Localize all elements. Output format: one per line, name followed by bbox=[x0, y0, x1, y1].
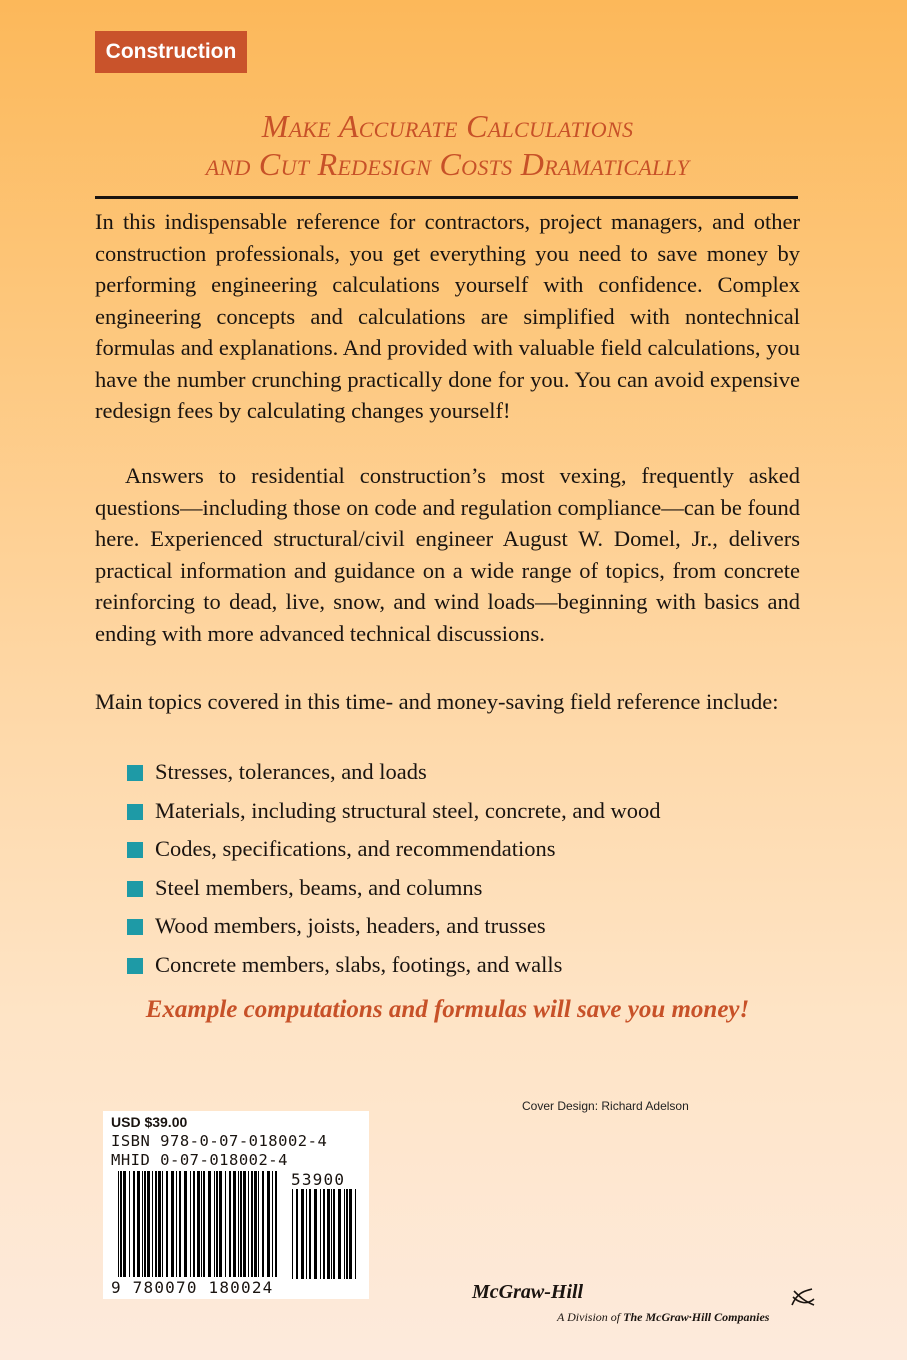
barcode-bar bbox=[219, 1171, 222, 1277]
barcode-bar bbox=[243, 1171, 246, 1277]
headline-line-1: Make Accurate Calculations bbox=[261, 108, 634, 144]
topic-text: Wood members, joists, headers, and trusses bbox=[155, 913, 546, 938]
barcode-bar bbox=[144, 1171, 146, 1277]
barcode-bar bbox=[292, 1189, 293, 1279]
barcode-bar bbox=[262, 1171, 264, 1277]
publisher-name: McGraw-Hill bbox=[472, 1281, 584, 1303]
barcode-bar bbox=[233, 1171, 236, 1277]
topic-text: Materials, including structural steel, concrete, and wood bbox=[155, 797, 661, 823]
barcode-bar bbox=[201, 1171, 202, 1277]
bullet-square-icon bbox=[127, 804, 143, 820]
barcode-bar bbox=[344, 1189, 345, 1279]
barcode-bar bbox=[123, 1171, 126, 1277]
barcode-bar bbox=[267, 1171, 270, 1277]
topic-text: Codes, specifications, and recommendations bbox=[155, 836, 556, 861]
parent-company: The McGraw·Hill Companies bbox=[623, 1310, 770, 1324]
barcode-bar bbox=[240, 1171, 242, 1277]
barcode-bar bbox=[171, 1171, 174, 1277]
bullet-square-icon bbox=[127, 919, 143, 935]
topics-intro: Main topics covered in this time- and money-saving field reference include: bbox=[95, 689, 779, 714]
barcode-bar bbox=[155, 1171, 157, 1277]
publisher-logo-icon bbox=[790, 1287, 816, 1309]
addon-barcode bbox=[292, 1189, 358, 1281]
barcode-bar bbox=[158, 1171, 161, 1277]
barcode-bar bbox=[323, 1189, 325, 1279]
barcode-bar bbox=[346, 1189, 348, 1279]
topic-text: Stresses, tolerances, and loads bbox=[155, 759, 427, 784]
barcode-bar bbox=[203, 1171, 205, 1277]
intro-paragraph: In this indispensable reference for contractors, project managers, and other construction professionals, you get everything you need to save money by performing engineering calculations yourself with confidence. Complex engineering concepts and calculations are simplified with nontechnical formulas and explanations. And provided with valuable field calculations, you have the number crunching practically done for you. You can avoid expensive redesign fees by calculating changes yourself! bbox=[95, 209, 800, 423]
barcode-bar bbox=[248, 1171, 249, 1277]
barcode-bar bbox=[190, 1171, 191, 1277]
barcode-bar bbox=[229, 1171, 231, 1277]
bullet-square-icon bbox=[127, 881, 143, 897]
barcode-bar bbox=[254, 1171, 257, 1277]
barcode-panel bbox=[103, 1111, 369, 1299]
addon-number: 53900 bbox=[291, 1170, 346, 1189]
barcode-bar bbox=[333, 1189, 335, 1279]
barcode-bar bbox=[327, 1189, 330, 1279]
list-item bbox=[127, 758, 807, 797]
barcode-bar bbox=[331, 1189, 332, 1279]
topic-text: Concrete members, slabs, footings, and walls bbox=[155, 951, 563, 977]
barcode-number: 9 780070 180024 bbox=[111, 1278, 274, 1297]
barcode-bar bbox=[306, 1189, 307, 1279]
barcode-bar bbox=[272, 1171, 273, 1277]
barcode-bar bbox=[133, 1171, 135, 1277]
list-item bbox=[127, 951, 807, 990]
topics-list bbox=[127, 758, 807, 989]
barcode-bar bbox=[338, 1189, 341, 1279]
tagline: Example computations and formulas will save you money! bbox=[145, 996, 750, 1023]
barcode-bar bbox=[349, 1189, 352, 1279]
barcode-bar bbox=[214, 1171, 215, 1277]
barcode-bar bbox=[147, 1171, 150, 1277]
headline-rule bbox=[95, 196, 798, 199]
barcode-bar bbox=[320, 1189, 321, 1279]
barcode-bar bbox=[184, 1171, 187, 1277]
barcode-bar bbox=[142, 1171, 143, 1277]
barcode-bar bbox=[197, 1171, 200, 1277]
barcode-bar bbox=[216, 1171, 218, 1277]
list-item bbox=[127, 797, 807, 836]
barcode-bar bbox=[225, 1171, 226, 1277]
barcode-bar bbox=[162, 1171, 163, 1277]
barcode-bar bbox=[251, 1171, 253, 1277]
barcode-bar bbox=[152, 1171, 153, 1277]
barcode-bar bbox=[355, 1189, 356, 1279]
barcode-bar bbox=[258, 1171, 259, 1277]
barcode-bar bbox=[208, 1171, 211, 1277]
category-label: Construction bbox=[95, 31, 247, 73]
barcode-bar bbox=[179, 1171, 181, 1277]
barcode-bar bbox=[238, 1171, 239, 1277]
barcode-bar bbox=[166, 1171, 168, 1277]
barcode-bar bbox=[275, 1171, 277, 1277]
barcode-bar bbox=[129, 1171, 130, 1277]
mhid-text: MHID 0-07-018002-4 bbox=[111, 1151, 288, 1169]
bullet-square-icon bbox=[127, 842, 143, 858]
barcode-bar bbox=[120, 1171, 122, 1277]
list-item bbox=[127, 912, 807, 951]
publisher-division: A Division of The McGraw·Hill Companies bbox=[557, 1310, 770, 1324]
topic-text: Steel members, beams, and columns bbox=[155, 874, 483, 900]
barcode-bar bbox=[176, 1171, 177, 1277]
list-item bbox=[127, 874, 807, 913]
cover-design-credit: Cover Design: Richard Adelson bbox=[522, 1099, 689, 1113]
list-item bbox=[127, 835, 807, 874]
barcode-bar bbox=[296, 1189, 298, 1279]
ean-barcode bbox=[118, 1171, 278, 1281]
bullet-square-icon bbox=[127, 958, 143, 974]
bullet-square-icon bbox=[127, 765, 143, 781]
price-label: USD $39.00 bbox=[111, 1114, 188, 1130]
barcode-bar bbox=[137, 1171, 140, 1277]
barcode-bar bbox=[301, 1189, 304, 1279]
barcode-bar bbox=[118, 1171, 119, 1277]
barcode-bar bbox=[309, 1189, 311, 1279]
headline-line-2: and Cut Redesign Costs Dramatically bbox=[205, 146, 690, 182]
barcode-bar bbox=[193, 1171, 195, 1277]
barcode-bar bbox=[314, 1189, 317, 1279]
isbn-text: ISBN 978-0-07-018002-4 bbox=[111, 1132, 328, 1150]
details-paragraph: Answers to residential construction’s most vexing, frequently asked questions—including those on code and regulation compliance—can be found here. Experienced structural/civil engineer August W. Domel, Jr., delivers practical information and guidance on a wide range of topics, from concrete reinforcing to dead, live, snow, and wind loads—beginning with basics and ending with more advanced technical discussions. bbox=[95, 463, 800, 646]
